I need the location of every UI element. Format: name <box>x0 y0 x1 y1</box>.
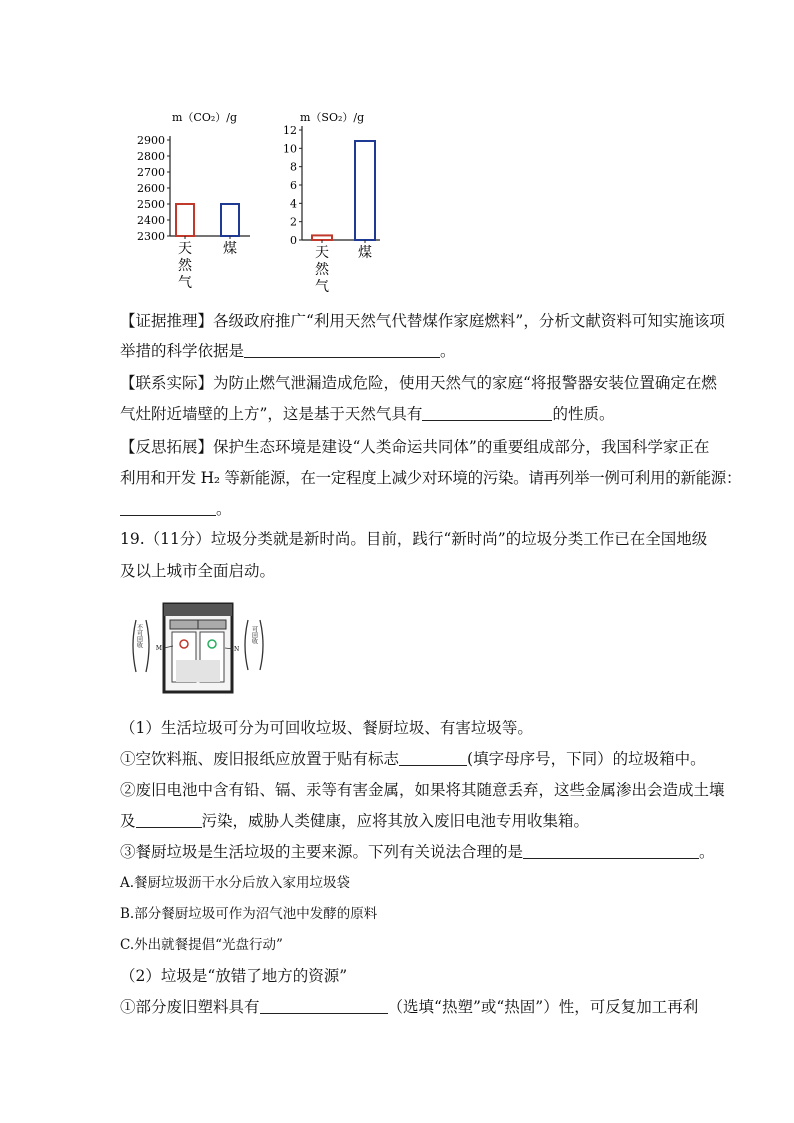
reasoning-line-1: 【证据推理】各级政府推广“利用天然气代替煤作家庭燃料”，分析文献资料可知实施该项 <box>120 312 725 330</box>
bar-coal <box>355 141 375 240</box>
category-label: 煤 <box>358 245 372 261</box>
y-tick-label: 6 <box>290 179 297 192</box>
practice-line-2 <box>120 403 614 425</box>
part2-heading: （2）垃圾是“放错了地方的资源” <box>120 967 348 985</box>
y-tick-label: 0 <box>290 234 297 247</box>
part2-q1-text: ①部分废旧塑料具有 <box>120 998 260 1016</box>
bar-natural-gas <box>312 235 332 240</box>
reasoning-line-2 <box>120 340 456 362</box>
practice-end: 的性质。 <box>552 405 615 423</box>
answer-blank-plastic[interactable] <box>260 997 388 1014</box>
y-tick-label: 2300 <box>137 230 165 243</box>
option-a: A.餐厨垃圾沥干水分后放入家用垃圾袋 <box>120 875 351 891</box>
y-tick-label: 2 <box>290 215 297 229</box>
part1-q3-text: ③餐厨垃圾是生活垃圾的主要来源。下列有关说法合理的是 <box>120 843 524 861</box>
y-tick-label: 4 <box>290 197 297 211</box>
part1-heading: （1）生活垃圾可分为可回收垃圾、餐厨垃圾、有害垃圾等。 <box>120 719 533 737</box>
q19-line-2: 及以上城市全面启动。 <box>120 562 276 580</box>
co2-chart-ticks <box>137 134 170 243</box>
part1-q1 <box>120 748 706 770</box>
answer-blank-energy[interactable] <box>120 499 216 516</box>
practice-line-1: 【联系实际】为防止燃气泄漏造成危险，使用天然气的家庭“将报警器安装位置确定在燃 <box>120 374 717 392</box>
reflect-line-1: 【反思拓展】保护生态环境是建设“人类命运共同体”的重要组成部分，我国科学家正在 <box>120 438 710 456</box>
category-label: 然 <box>315 262 329 278</box>
bar-coal <box>221 204 239 236</box>
y-tick-label: 2900 <box>137 134 165 147</box>
reflect-line-2: 利用和开发 H₂ 等新能源，在一定程度上减少对环境的污染。请再列举一例可利用的新能源： <box>120 469 742 487</box>
category-label: 气 <box>315 279 329 295</box>
part1-q3 <box>120 841 715 863</box>
so2-chart-bars <box>312 141 375 240</box>
reflect-end: 。 <box>216 500 232 518</box>
y-tick-label: 2400 <box>137 214 165 227</box>
so2-chart <box>280 105 410 295</box>
part2-q1-end: （选填“热塑”或“热固”）性，可反复加工再利 <box>387 998 699 1016</box>
reflect-line-3 <box>120 498 232 520</box>
trash-bin-illustration <box>128 600 278 700</box>
option-c: C.外出就餐提倡“光盘行动” <box>120 937 283 953</box>
practice-text: 气灶附近墙壁的上方”，这是基于天然气具有 <box>120 405 423 423</box>
part1-q1-end: (填字母序号，下同）的垃圾箱中。 <box>467 750 706 768</box>
reasoning-end: 。 <box>440 342 456 360</box>
answer-blank-basis[interactable] <box>244 341 440 358</box>
part1-q2-line-1: ②废旧电池中含有铅、镉、汞等有害金属，如果将其随意丢弃，这些金属渗出会造成土壤 <box>120 781 725 799</box>
category-label: 然 <box>178 258 192 274</box>
part1-q2-line-2 <box>120 810 589 832</box>
y-tick-label: 8 <box>290 160 297 174</box>
bin-left-label: 不可回收 <box>135 624 143 648</box>
category-label: 气 <box>178 275 192 291</box>
y-tick-label: 2600 <box>137 182 165 195</box>
q19-line-1: 19.（11分）垃圾分类就是新时尚。目前，践行“新时尚”的垃圾分类工作已在全国地级 <box>120 530 708 548</box>
category-label: 煤 <box>223 241 237 257</box>
co2-chart-bars <box>176 204 239 236</box>
part1-q1-text: ①空饮料瓶、废旧报纸应放置于贴有标志 <box>120 750 400 768</box>
bar-natural-gas <box>176 204 194 236</box>
bin-n-label: N <box>234 646 240 653</box>
answer-blank-pollution[interactable] <box>136 811 202 828</box>
y-tick-label: 2500 <box>137 198 165 211</box>
option-b: B.部分餐厨垃圾可作为沼气池中发酵的原料 <box>120 906 378 922</box>
part1-q2-end: 污染，威胁人类健康，应将其放入废旧电池专用收集箱。 <box>201 812 590 830</box>
answer-blank-property[interactable] <box>422 404 552 421</box>
co2-chart <box>130 105 280 295</box>
y-tick-label: 12 <box>283 124 297 137</box>
bin-right-label: 可回收 <box>250 626 258 644</box>
answer-blank-sign[interactable] <box>399 749 467 766</box>
reasoning-text: 举措的科学依据是 <box>120 342 245 360</box>
so2-chart-title: m（SO₂）/g <box>300 111 365 124</box>
y-tick-label: 2700 <box>137 166 165 179</box>
bin-m-label: M <box>155 645 162 652</box>
so2-chart-ticks <box>283 124 302 247</box>
part1-q2-prefix: 及 <box>120 812 136 830</box>
y-tick-label: 2800 <box>137 150 165 163</box>
part1-q3-end: 。 <box>699 843 715 861</box>
co2-chart-categories <box>178 236 237 291</box>
category-label: 天 <box>178 241 192 257</box>
category-label: 天 <box>315 245 329 261</box>
answer-blank-option[interactable] <box>523 842 699 859</box>
so2-chart-categories <box>315 240 372 295</box>
part2-q1 <box>120 996 698 1018</box>
co2-chart-title: m（CO₂）/g <box>172 111 238 124</box>
y-tick-label: 10 <box>283 142 297 156</box>
